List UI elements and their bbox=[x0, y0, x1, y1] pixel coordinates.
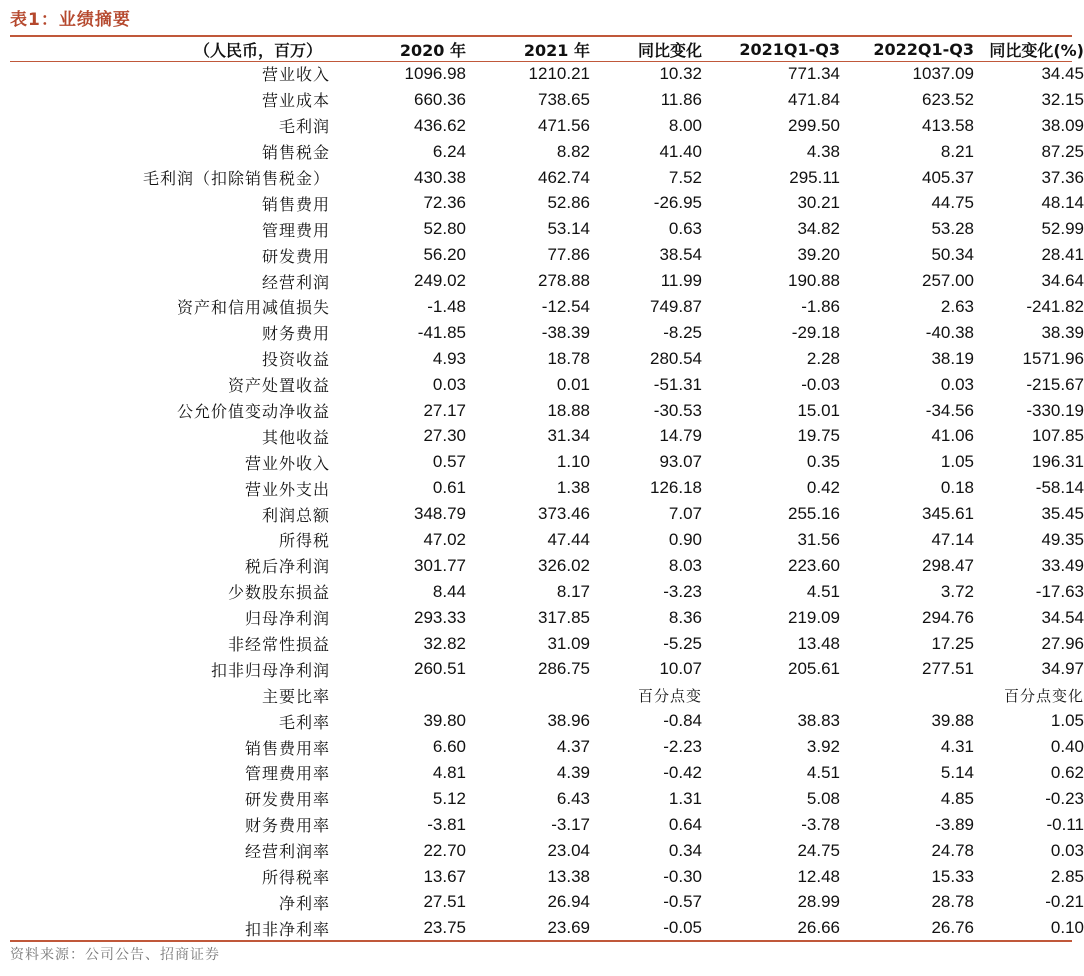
value-2020: 23.75 bbox=[423, 918, 466, 938]
header-row bbox=[10, 37, 1084, 61]
value-2022q1q3 bbox=[840, 682, 974, 708]
value-yoy: 0.63 bbox=[668, 219, 702, 239]
value-yoy-pct: 0.10 bbox=[1050, 918, 1084, 938]
value-2020: 249.02 bbox=[414, 271, 466, 291]
value-yoy-pct: 28.41 bbox=[1041, 245, 1084, 265]
row-label: 经营利润 bbox=[261, 272, 330, 292]
table-row bbox=[10, 268, 1084, 294]
table-row bbox=[10, 475, 1084, 501]
value-2021: 326.02 bbox=[538, 555, 590, 575]
value-2020: 27.51 bbox=[423, 892, 466, 912]
table-row bbox=[10, 320, 1084, 346]
value-2021: 38.96 bbox=[547, 711, 590, 731]
value-yoy-pct: 0.40 bbox=[1050, 737, 1084, 757]
value-2021: 31.09 bbox=[547, 633, 590, 653]
value-yoy: 126.18 bbox=[650, 478, 702, 498]
table-row bbox=[10, 682, 1084, 708]
value-2021: 1.38 bbox=[556, 478, 590, 498]
value-yoy: -5.25 bbox=[663, 633, 702, 653]
value-yoy-pct: 48.14 bbox=[1041, 193, 1084, 213]
value-yoy-pct: -0.11 bbox=[1046, 814, 1084, 834]
value-yoy-pct: 33.49 bbox=[1041, 555, 1084, 575]
value-yoy: -0.30 bbox=[663, 866, 702, 886]
value-yoy: 38.54 bbox=[659, 245, 702, 265]
value-2021: 4.37 bbox=[556, 737, 590, 757]
value-2021q1q3: 3.92 bbox=[806, 737, 840, 757]
value-2020: -3.81 bbox=[427, 814, 466, 834]
table-row bbox=[10, 87, 1084, 113]
row-label: 销售费用率 bbox=[244, 738, 330, 758]
value-yoy: -26.95 bbox=[653, 193, 702, 213]
value-2020: 27.17 bbox=[423, 400, 466, 420]
row-label: 研发费用率 bbox=[244, 790, 330, 810]
table-row bbox=[10, 242, 1084, 268]
table-row bbox=[10, 398, 1084, 424]
table-row bbox=[10, 579, 1084, 605]
value-2021q1q3: -1.86 bbox=[801, 296, 840, 316]
value-2022q1q3: 38.19 bbox=[931, 348, 974, 368]
value-2021: 52.86 bbox=[547, 193, 590, 213]
value-2020: 5.12 bbox=[432, 788, 466, 808]
row-label: 资产处置收益 bbox=[227, 376, 330, 396]
header-2021: 2021 年 bbox=[523, 40, 590, 60]
value-yoy-pct: -241.82 bbox=[1026, 296, 1084, 316]
row-label: 少数股东损益 bbox=[227, 583, 330, 603]
header-yoy: 同比变化 bbox=[637, 40, 702, 60]
value-2021q1q3: 4.51 bbox=[806, 762, 840, 782]
value-yoy: 10.32 bbox=[659, 63, 702, 83]
value-yoy: 7.52 bbox=[668, 167, 702, 187]
value-2022q1q3: 298.47 bbox=[922, 555, 974, 575]
row-label: 所得税率 bbox=[261, 868, 330, 888]
value-yoy: 0.90 bbox=[668, 529, 702, 549]
value-2020: 4.81 bbox=[432, 762, 466, 782]
value-yoy: 0.64 bbox=[668, 814, 702, 834]
value-2022q1q3: 15.33 bbox=[931, 866, 974, 886]
value-2020: 6.60 bbox=[432, 737, 466, 757]
value-yoy: -51.31 bbox=[653, 374, 702, 394]
row-label: 毛利率 bbox=[278, 712, 330, 732]
table-row bbox=[10, 605, 1084, 631]
value-2022q1q3: 17.25 bbox=[931, 633, 974, 653]
row-label: 营业外支出 bbox=[244, 479, 330, 499]
table-row bbox=[10, 890, 1084, 916]
table-row bbox=[10, 553, 1084, 579]
value-2021q1q3: -0.03 bbox=[801, 374, 840, 394]
row-label: 资产和信用减值损失 bbox=[176, 298, 330, 318]
row-label: 所得税 bbox=[278, 531, 330, 551]
value-2021: 1210.21 bbox=[528, 63, 590, 83]
table-row bbox=[10, 346, 1084, 372]
value-yoy-pct: 38.09 bbox=[1041, 115, 1084, 135]
value-2022q1q3: 2.63 bbox=[940, 296, 974, 316]
table-row bbox=[10, 734, 1084, 760]
row-label: 其他收益 bbox=[261, 427, 330, 447]
row-label: 经营利润率 bbox=[244, 842, 330, 862]
value-2022q1q3: 8.21 bbox=[940, 141, 974, 161]
row-label: 销售费用 bbox=[261, 194, 330, 214]
value-yoy-pct: 34.54 bbox=[1041, 607, 1084, 627]
value-yoy-pct: 37.36 bbox=[1041, 167, 1084, 187]
row-label: 管理费用 bbox=[261, 220, 330, 240]
table-row bbox=[10, 294, 1084, 320]
value-2021: 471.56 bbox=[538, 115, 590, 135]
row-label: 投资收益 bbox=[261, 350, 330, 370]
value-2021: -12.54 bbox=[541, 296, 590, 316]
value-2021: -3.17 bbox=[551, 814, 590, 834]
value-yoy: 280.54 bbox=[650, 348, 702, 368]
value-2020 bbox=[334, 682, 466, 708]
value-2022q1q3: 41.06 bbox=[931, 426, 974, 446]
value-yoy: -0.05 bbox=[663, 918, 702, 938]
value-2022q1q3: 1.05 bbox=[940, 452, 974, 472]
value-2022q1q3: 39.88 bbox=[931, 711, 974, 731]
value-yoy-pct: 38.39 bbox=[1041, 322, 1084, 342]
table-row bbox=[10, 786, 1084, 812]
value-yoy-pct: 34.45 bbox=[1041, 63, 1084, 83]
value-yoy: 11.86 bbox=[660, 89, 702, 109]
value-yoy-pct: 49.35 bbox=[1041, 529, 1084, 549]
value-yoy-pct: 107.85 bbox=[1032, 426, 1084, 446]
value-yoy-pct: -215.67 bbox=[1026, 374, 1084, 394]
table-row bbox=[10, 190, 1084, 216]
row-label: 营业收入 bbox=[261, 65, 330, 85]
value-2021q1q3: 24.75 bbox=[797, 840, 840, 860]
value-2022q1q3: 0.03 bbox=[940, 374, 974, 394]
row-label: 营业成本 bbox=[261, 91, 330, 111]
value-2021: 1.10 bbox=[556, 452, 590, 472]
value-2020: 4.93 bbox=[432, 348, 466, 368]
table-row bbox=[10, 708, 1084, 734]
value-yoy: 10.07 bbox=[659, 659, 702, 679]
value-2020: 27.30 bbox=[423, 426, 466, 446]
value-yoy-pct: 196.31 bbox=[1032, 452, 1084, 472]
value-2021: 18.78 bbox=[547, 348, 590, 368]
table-row bbox=[10, 527, 1084, 553]
value-2021q1q3: 0.35 bbox=[806, 452, 840, 472]
row-label: 公允价值变动净收益 bbox=[176, 402, 330, 422]
table-row bbox=[10, 61, 1084, 87]
value-yoy-pct: 34.97 bbox=[1041, 659, 1084, 679]
value-2021: 53.14 bbox=[547, 219, 590, 239]
value-2021: 18.88 bbox=[547, 400, 590, 420]
value-2021q1q3: 5.08 bbox=[806, 788, 840, 808]
table-row bbox=[10, 631, 1084, 657]
value-yoy-pct: 2.85 bbox=[1050, 866, 1084, 886]
row-label: 利润总额 bbox=[261, 505, 330, 525]
value-2022q1q3: 4.85 bbox=[940, 788, 974, 808]
table-title: 表1：业绩摘要 bbox=[10, 10, 131, 30]
value-yoy-pct: 1571.96 bbox=[1022, 348, 1084, 368]
value-2021: 317.85 bbox=[538, 607, 590, 627]
value-yoy: -0.57 bbox=[663, 892, 702, 912]
value-2020: 348.79 bbox=[414, 504, 466, 524]
value-2020: 56.20 bbox=[423, 245, 466, 265]
table-row bbox=[10, 864, 1084, 890]
value-2022q1q3: 1037.09 bbox=[912, 63, 974, 83]
value-2020: -1.48 bbox=[427, 296, 466, 316]
value-2021q1q3: 299.50 bbox=[788, 115, 840, 135]
value-2022q1q3: 24.78 bbox=[931, 840, 974, 860]
value-2020: 0.57 bbox=[432, 452, 466, 472]
value-2021q1q3: 223.60 bbox=[788, 555, 840, 575]
table-row bbox=[10, 113, 1084, 139]
table-row bbox=[10, 216, 1084, 242]
value-2020: 430.38 bbox=[414, 167, 466, 187]
value-2020: 13.67 bbox=[423, 866, 466, 886]
value-2021q1q3: 38.83 bbox=[797, 711, 840, 731]
value-2020: 1096.98 bbox=[404, 63, 466, 83]
row-label: 毛利润 bbox=[278, 117, 330, 137]
value-yoy-pct: 0.62 bbox=[1050, 762, 1084, 782]
value-2021: 373.46 bbox=[538, 504, 590, 524]
value-yoy-pct: -58.14 bbox=[1035, 478, 1084, 498]
value-2021q1q3: 28.99 bbox=[797, 892, 840, 912]
table-row bbox=[10, 915, 1084, 941]
value-2021q1q3: 219.09 bbox=[788, 607, 840, 627]
value-2021q1q3: 0.42 bbox=[806, 478, 840, 498]
value-yoy: -8.25 bbox=[663, 322, 702, 342]
value-2022q1q3: 50.34 bbox=[931, 245, 974, 265]
value-2020: 32.82 bbox=[423, 633, 466, 653]
value-2021q1q3: 471.84 bbox=[788, 89, 840, 109]
value-2020: 260.51 bbox=[414, 659, 466, 679]
value-2021: 13.38 bbox=[547, 866, 590, 886]
value-2022q1q3: 26.76 bbox=[931, 918, 974, 938]
value-2022q1q3: -34.56 bbox=[925, 400, 974, 420]
value-2020: 0.61 bbox=[432, 478, 466, 498]
value-yoy: -30.53 bbox=[653, 400, 702, 420]
value-2020: 22.70 bbox=[423, 840, 466, 860]
row-label: 营业外收入 bbox=[244, 453, 330, 473]
value-yoy: 7.07 bbox=[668, 504, 702, 524]
row-label: 研发费用 bbox=[261, 246, 330, 266]
source-note: 资料来源：公司公告、招商证券 bbox=[10, 947, 220, 963]
value-2021: -38.39 bbox=[541, 322, 590, 342]
value-2021: 31.34 bbox=[547, 426, 590, 446]
value-2021: 0.01 bbox=[556, 374, 590, 394]
value-yoy-pct: 34.64 bbox=[1041, 271, 1084, 291]
value-2021: 23.69 bbox=[547, 918, 590, 938]
value-2021q1q3: 295.11 bbox=[789, 167, 840, 187]
value-2020: 6.24 bbox=[432, 141, 466, 161]
value-yoy: 0.34 bbox=[668, 840, 702, 860]
value-2020: 47.02 bbox=[423, 529, 466, 549]
table-row bbox=[10, 812, 1084, 838]
value-2022q1q3: 3.72 bbox=[940, 581, 974, 601]
value-yoy: 11.99 bbox=[660, 271, 702, 291]
value-yoy-pct: -330.19 bbox=[1026, 400, 1084, 420]
value-2022q1q3: -40.38 bbox=[925, 322, 974, 342]
value-yoy-pct: 27.96 bbox=[1041, 633, 1084, 653]
row-label: 管理费用率 bbox=[244, 764, 330, 784]
value-yoy: 1.31 bbox=[668, 788, 702, 808]
value-yoy: 93.07 bbox=[659, 452, 702, 472]
value-2022q1q3: 4.31 bbox=[940, 737, 974, 757]
table-row bbox=[10, 449, 1084, 475]
value-2021: 738.65 bbox=[538, 89, 590, 109]
value-2021: 8.17 bbox=[556, 581, 590, 601]
value-2021q1q3: 4.51 bbox=[806, 581, 840, 601]
value-2021q1q3: 26.66 bbox=[797, 918, 840, 938]
row-label: 扣非净利率 bbox=[244, 919, 330, 939]
value-2020: 72.36 bbox=[423, 193, 466, 213]
table-row bbox=[10, 501, 1084, 527]
value-yoy: -0.84 bbox=[663, 711, 702, 731]
value-yoy-pct: -0.21 bbox=[1045, 892, 1084, 912]
header-2021q1q3: 2021Q1-Q3 bbox=[739, 39, 840, 59]
value-2022q1q3: 345.61 bbox=[922, 504, 974, 524]
row-label: 税后净利润 bbox=[244, 557, 330, 577]
value-yoy-pct: 百分点变化 bbox=[1003, 686, 1084, 705]
row-label: 销售税金 bbox=[261, 143, 330, 163]
financial-summary-table bbox=[10, 37, 1084, 941]
value-2022q1q3: 5.14 bbox=[940, 762, 974, 782]
value-2021: 47.44 bbox=[547, 529, 590, 549]
value-2021q1q3: 12.48 bbox=[797, 866, 840, 886]
row-label: 归母净利润 bbox=[244, 609, 330, 629]
value-2021q1q3: 255.16 bbox=[788, 504, 840, 524]
value-2021q1q3: -3.78 bbox=[801, 814, 840, 834]
row-label: 扣非归母净利润 bbox=[210, 660, 330, 680]
value-yoy: -2.23 bbox=[663, 737, 702, 757]
value-yoy: 14.79 bbox=[659, 426, 702, 446]
value-yoy: 8.36 bbox=[668, 607, 702, 627]
value-2021q1q3: 190.88 bbox=[788, 271, 840, 291]
value-yoy: 百分点变 bbox=[637, 686, 702, 705]
value-yoy-pct: 35.45 bbox=[1041, 504, 1084, 524]
value-yoy-pct: -17.63 bbox=[1035, 581, 1084, 601]
table-row bbox=[10, 656, 1084, 682]
value-yoy: 749.87 bbox=[650, 296, 702, 316]
value-2021: 6.43 bbox=[556, 788, 590, 808]
value-2020: 660.36 bbox=[414, 89, 466, 109]
value-yoy: 8.03 bbox=[668, 555, 702, 575]
value-2021q1q3: 13.48 bbox=[797, 633, 840, 653]
row-label: 净利率 bbox=[278, 893, 330, 913]
value-yoy-pct: -0.23 bbox=[1045, 788, 1084, 808]
value-2021q1q3: -29.18 bbox=[791, 322, 840, 342]
value-2020: 301.77 bbox=[414, 555, 466, 575]
value-2020: 39.80 bbox=[423, 711, 466, 731]
value-2021q1q3: 771.34 bbox=[788, 63, 840, 83]
value-2022q1q3: 53.28 bbox=[931, 219, 974, 239]
value-2021: 23.04 bbox=[547, 840, 590, 860]
bottom-rule bbox=[10, 940, 1072, 942]
value-yoy: -0.42 bbox=[663, 762, 702, 782]
table-row bbox=[10, 372, 1084, 398]
value-2020: 293.33 bbox=[414, 607, 466, 627]
table-row bbox=[10, 165, 1084, 191]
value-2020: -41.85 bbox=[417, 322, 466, 342]
value-yoy: -3.23 bbox=[663, 581, 702, 601]
value-2022q1q3: 413.58 bbox=[922, 115, 974, 135]
value-2021q1q3 bbox=[702, 682, 840, 708]
value-2022q1q3: 294.76 bbox=[922, 607, 974, 627]
table-row bbox=[10, 760, 1084, 786]
value-2021: 462.74 bbox=[538, 167, 590, 187]
value-2021q1q3: 34.82 bbox=[797, 219, 840, 239]
table-row bbox=[10, 423, 1084, 449]
value-2021q1q3: 30.21 bbox=[797, 193, 840, 213]
row-label: 毛利润（扣除销售税金） bbox=[142, 169, 330, 188]
value-2021: 77.86 bbox=[547, 245, 590, 265]
row-label: 财务费用率 bbox=[244, 816, 330, 836]
value-yoy-pct: 0.03 bbox=[1050, 840, 1084, 860]
value-2021 bbox=[466, 682, 590, 708]
value-2021q1q3: 15.01 bbox=[797, 400, 840, 420]
value-2020: 0.03 bbox=[432, 374, 466, 394]
value-2020: 8.44 bbox=[432, 581, 466, 601]
value-2022q1q3: 47.14 bbox=[931, 529, 974, 549]
value-2022q1q3: 257.00 bbox=[922, 271, 974, 291]
row-label: 非经常性损益 bbox=[227, 635, 330, 655]
value-2021: 278.88 bbox=[538, 271, 590, 291]
value-yoy: 41.40 bbox=[659, 141, 702, 161]
row-label: 财务费用 bbox=[261, 324, 330, 344]
value-2022q1q3: 405.37 bbox=[922, 167, 974, 187]
value-2020: 436.62 bbox=[414, 115, 466, 135]
header-yoy-pct: 同比变化(%) bbox=[989, 40, 1084, 60]
value-2021q1q3: 31.56 bbox=[797, 529, 840, 549]
value-yoy-pct: 1.05 bbox=[1050, 711, 1084, 731]
value-2021q1q3: 4.38 bbox=[806, 141, 840, 161]
value-2022q1q3: 277.51 bbox=[922, 659, 974, 679]
table-row bbox=[10, 838, 1084, 864]
table-row bbox=[10, 139, 1084, 165]
value-2021: 8.82 bbox=[556, 141, 590, 161]
value-2022q1q3: -3.89 bbox=[935, 814, 974, 834]
value-2021q1q3: 2.28 bbox=[806, 348, 840, 368]
header-unit: （人民币，百万） bbox=[193, 40, 322, 60]
value-2022q1q3: 623.52 bbox=[922, 89, 974, 109]
value-2022q1q3: 0.18 bbox=[940, 478, 974, 498]
value-2022q1q3: 44.75 bbox=[931, 193, 974, 213]
value-2021q1q3: 39.20 bbox=[797, 245, 840, 265]
value-2021q1q3: 19.75 bbox=[797, 426, 840, 446]
value-2021: 286.75 bbox=[538, 659, 590, 679]
value-yoy-pct: 32.15 bbox=[1041, 89, 1084, 109]
value-2020: 52.80 bbox=[423, 219, 466, 239]
header-2022q1q3: 2022Q1-Q3 bbox=[873, 39, 974, 59]
value-yoy: 8.00 bbox=[668, 115, 702, 135]
header-2020: 2020 年 bbox=[399, 40, 466, 60]
value-2021q1q3: 205.61 bbox=[788, 659, 840, 679]
value-yoy-pct: 52.99 bbox=[1041, 219, 1084, 239]
value-2021: 4.39 bbox=[556, 762, 590, 782]
value-2022q1q3: 28.78 bbox=[931, 892, 974, 912]
row-label: 主要比率 bbox=[261, 686, 330, 706]
value-yoy-pct: 87.25 bbox=[1041, 141, 1084, 161]
value-2021: 26.94 bbox=[547, 892, 590, 912]
